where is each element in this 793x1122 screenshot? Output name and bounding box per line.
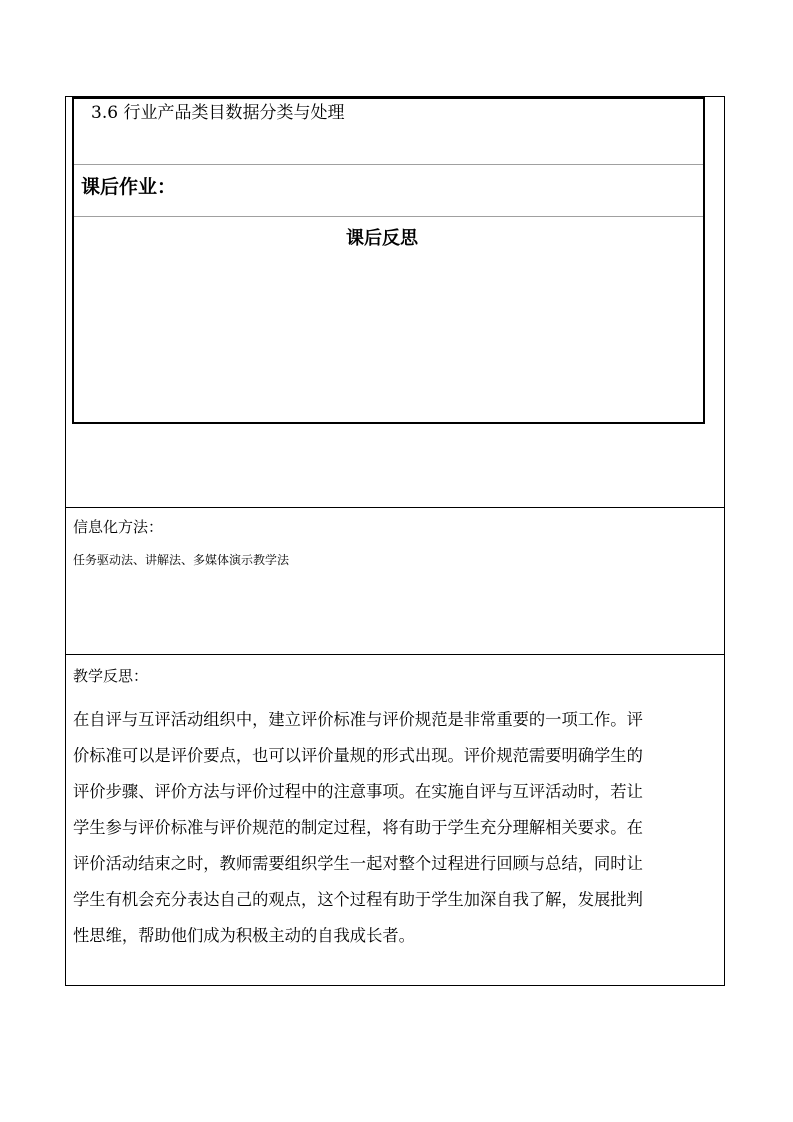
paragraph-line: 评价步骤、评价方法与评价过程中的注意事项。在实施自评与互评活动时，若让 (73, 782, 643, 801)
teaching-reflection-paragraph (73, 702, 719, 954)
paragraph-line: 性思维，帮助他们成为积极主动的自我成长者。 (73, 926, 415, 945)
paragraph-line: 评价活动结束之时，教师需要组织学生一起对整个过程进行回顾与总结，同时让 (73, 854, 643, 873)
after-class-reflection-heading: 课后反思 (346, 228, 418, 249)
inner-row-divider-2 (74, 216, 703, 217)
paragraph-line: 价标准可以是评价要点，也可以评价量规的形式出现。评价规范需要明确学生的 (73, 746, 643, 765)
paragraph-line: 学生参与评价标准与评价规范的制定过程，将有助于学生充分理解相关要求。在 (73, 818, 643, 837)
informatization-heading: 信息化方法： (73, 518, 164, 536)
lesson-inner-table (72, 96, 705, 424)
paragraph-line: 学生有机会充分表达自己的观点，这个过程有助于学生加深自我了解，发展批判 (73, 890, 643, 909)
section-item-title: 3.6 行业产品类目数据分类与处理 (91, 103, 345, 123)
row-divider-teaching-reflection (65, 654, 725, 655)
row-divider-informatization (65, 507, 725, 508)
informatization-methods: 任务驱动法、讲解法、多媒体演示教学法 (73, 553, 290, 567)
inner-row-divider-1 (74, 164, 703, 165)
paragraph-line: 在自评与互评活动组织中，建立评价标准与评价规范是非常重要的一项工作。评 (73, 710, 643, 729)
teaching-reflection-heading: 教学反思： (73, 667, 149, 685)
homework-label: 课后作业： (81, 176, 177, 198)
